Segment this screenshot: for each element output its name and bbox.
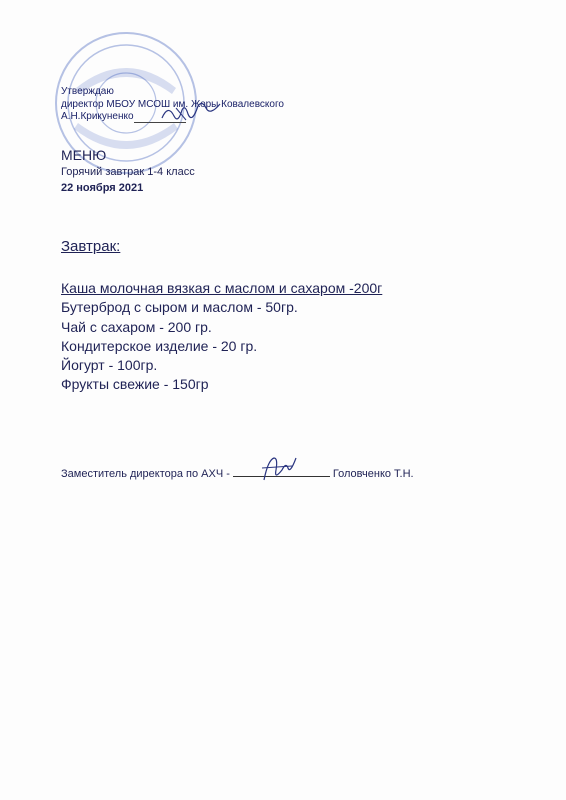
approval-signer-name: А.Н.Крикуненко (61, 111, 134, 122)
section-title: Завтрак: (61, 238, 121, 255)
footer-signature-line (61, 466, 414, 480)
director-signature-icon (158, 100, 228, 124)
menu-item: Кондитерское изделие - 20 гр. (61, 337, 258, 354)
menu-items-list (61, 279, 382, 395)
menu-item: Фрукты свежие - 150гр (61, 376, 209, 393)
menu-date: 22 ноября 2021 (61, 182, 144, 194)
menu-item: Бутерброд с сыром и маслом - 50гр. (61, 299, 298, 316)
menu-item: Чай с сахаром - 200 гр. (61, 318, 212, 335)
menu-subtitle: Горячий завтрак 1-4 класс (61, 166, 195, 178)
footer-position: Заместитель директора по АХЧ - (61, 468, 230, 480)
approval-heading: Утверждаю (61, 86, 114, 97)
menu-title: МЕНЮ (61, 147, 107, 163)
menu-item: Каша молочная вязкая с маслом и сахаром -200г (61, 280, 383, 296)
approval-position: директор МБОУ МСОШ им. Жоры Ковалевского (61, 98, 284, 110)
footer-name: Головченко Т.Н. (332, 468, 414, 480)
deputy-signature-icon (256, 454, 306, 484)
menu-item: Йогурт - 100гр. (61, 357, 158, 374)
